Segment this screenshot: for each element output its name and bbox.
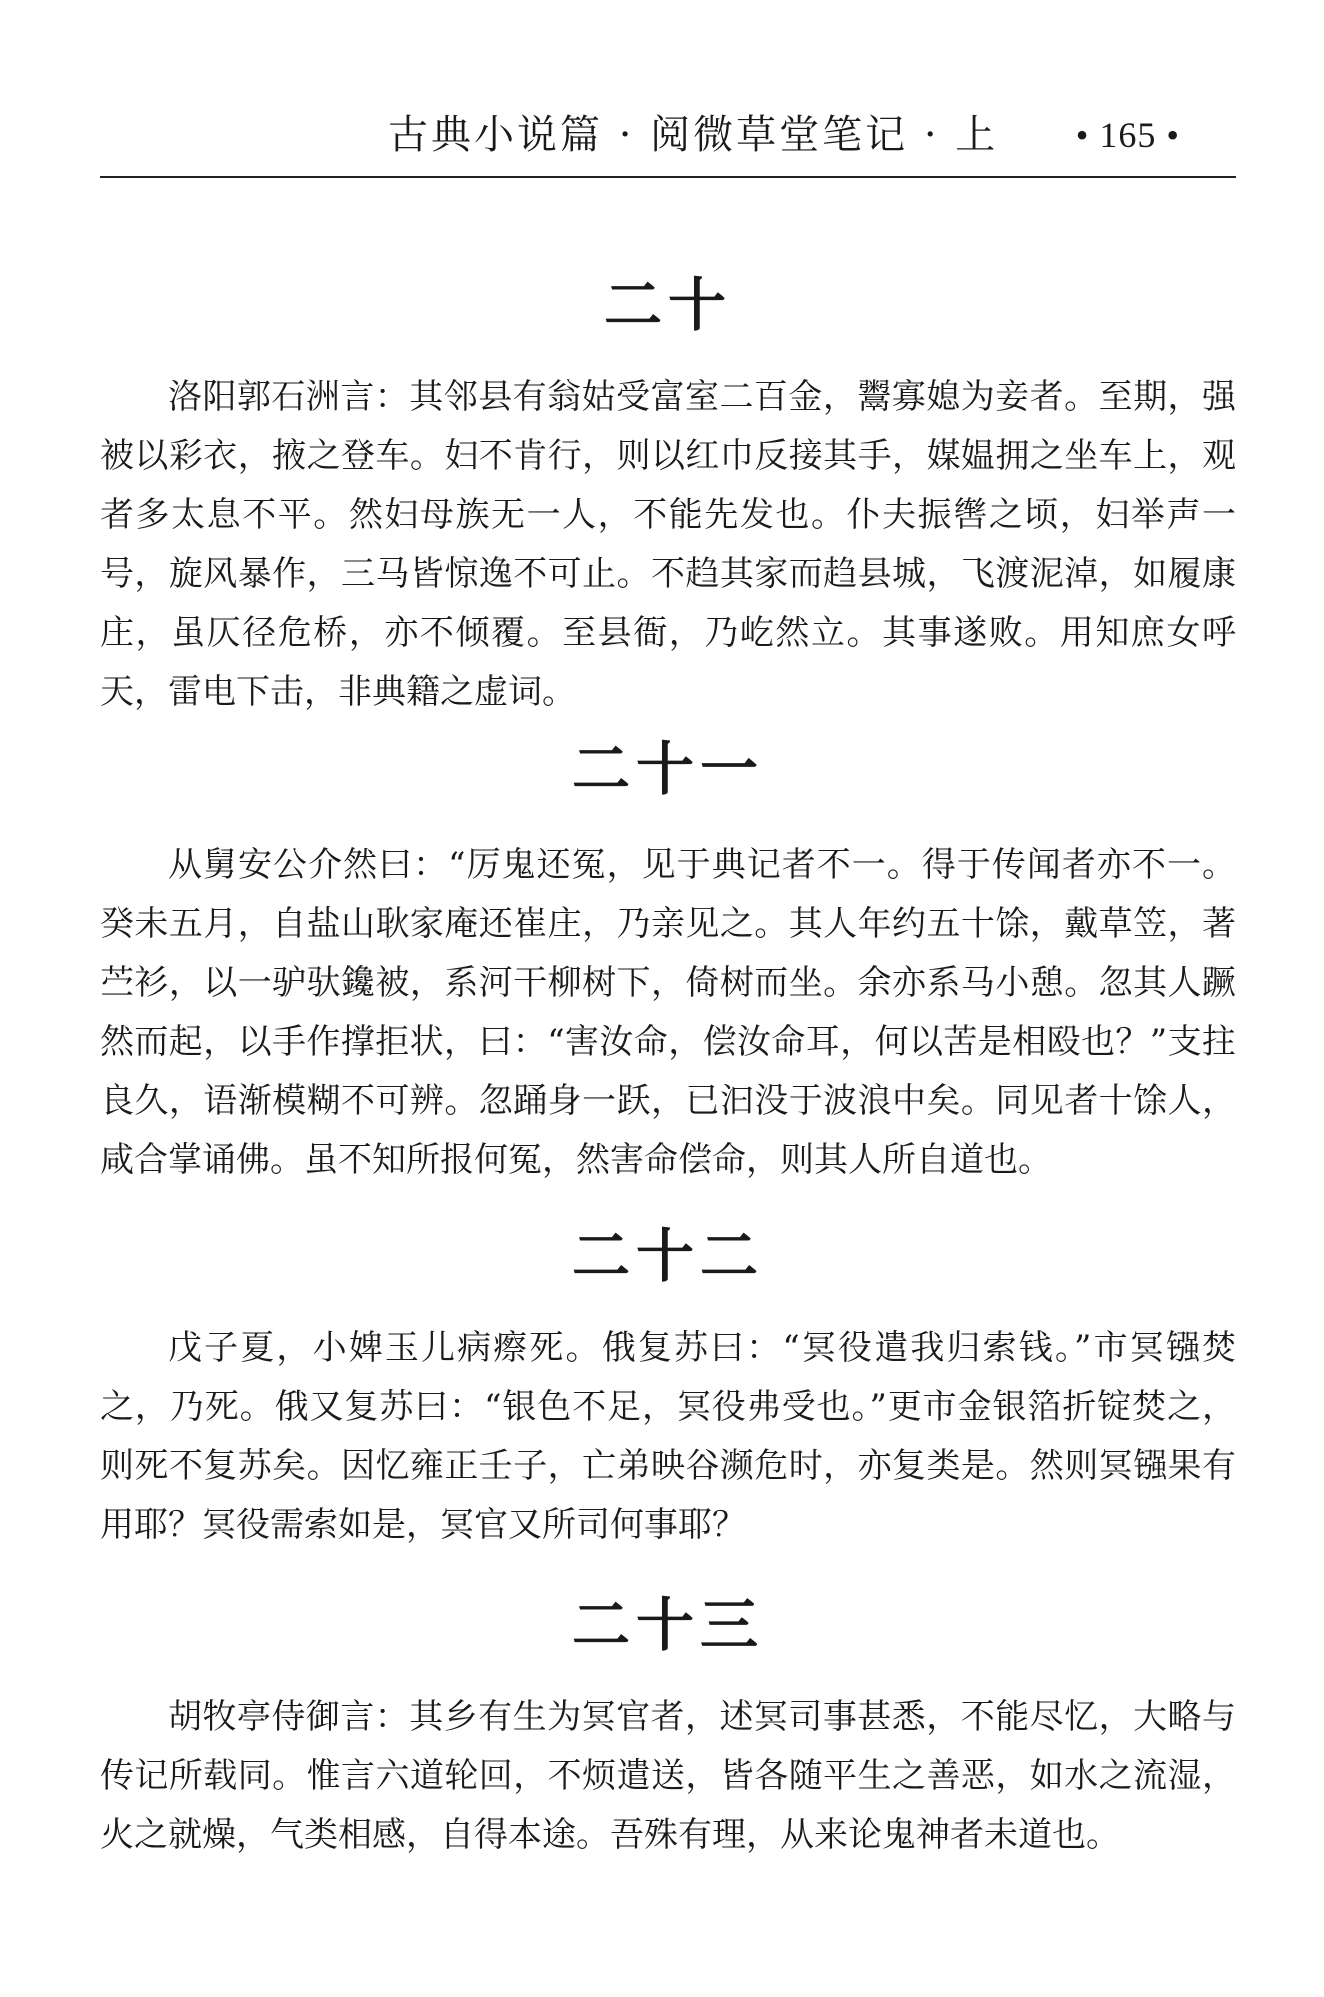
running-header-title: 古典小说篇 · 阅微草堂笔记 · 上 — [388, 112, 999, 158]
section-text-20: 洛阳郭石洲言：其邻县有翁姑受富室二百金，鬻寡媳为妾者。至期，强被以彩衣，掖之登车。妇不肯行，则以红巾反接其手，媒媪拥之坐车上，观者多太息不平。然妇母族无一人，不能先发也。仆夫振辔之顷，妇举声一号，旋风暴作，三马皆惊逸不可止。不趋其家而趋县城，飞渡泥淖，如履康庄，虽仄径危桥，亦不倾覆。至县衙，乃屹然立。其事遂败。用知庶女呼 天，雷电下击，非典籍之虚词。 — [100, 377, 1236, 712]
section-heading-23: 二十三 — [571, 1591, 764, 1659]
section-heading-22: 二十二 — [571, 1222, 764, 1290]
running-header — [100, 108, 1236, 178]
section-text-22: 戊子夏，小婢玉儿病瘵死。俄复苏曰：“冥役遣我归索钱。”市冥镪焚之，乃死。俄又复苏曰：“银色不足，冥役弗受也。”更市金银箔折锭焚之，则死不复苏矣。因忆雍正壬子，亡弟映谷濒危时，亦复类是。然则冥镪果有用耶？冥役需索如是，冥官又所司何事耶？ — [100, 1328, 1236, 1545]
section-heading-21: 二十一 — [571, 735, 764, 803]
section-text-23: 胡牧亭侍御言：其乡有生为冥官者，述冥司事甚悉，不能尽忆，大略与传记所载同。惟言六道轮回，不烦遣送，皆各随平生之善恶，如水之流湿，火之就燥，气类相感，自得本途。吾殊有理，从来论鬼神者未道也。 — [100, 1697, 1236, 1855]
section-text-21: 从舅安公介然曰：“厉鬼还冤，见于典记者不一。得于传闻者亦不一。癸未五月，自盐山耿家庵还崔庄，乃亲见之。其人年约五十馀，戴草笠，著苎衫，以一驴驮鑱被，系河干柳树下，倚树而坐。余亦系马小憩。忽其人蹶然而起，以手作撑拒状，曰：“害汝命，偿汝命耳，何以苦是相殴也？”支拄良久，语渐模糊不可辨。忽踊身一跃，已汩没于波浪中矣。同见者十馀人，咸合掌诵佛。虽不知所报何冤，然害命偿命，则其人所自道也。 — [100, 845, 1236, 1180]
page-number: • 165 • — [1075, 115, 1180, 155]
section-heading-20: 二十 — [603, 271, 732, 339]
